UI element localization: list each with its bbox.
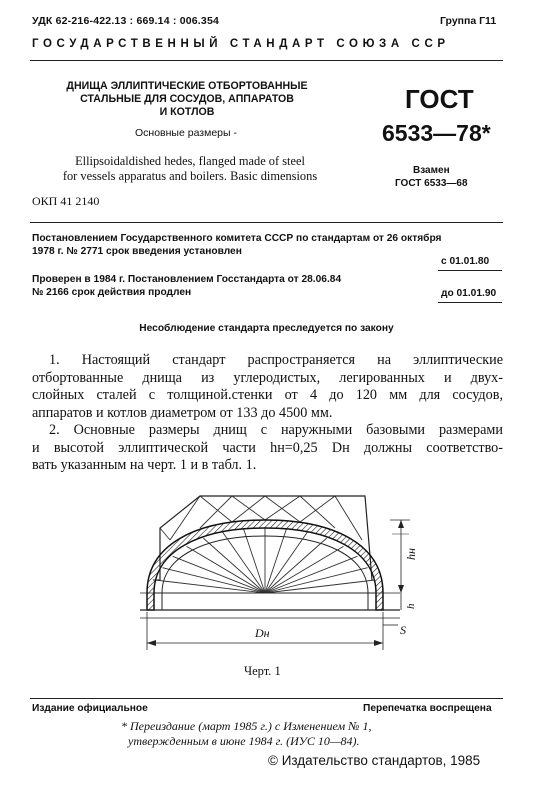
paragraph-line: аппаратов и котлов диаметром от 133 до 4500 мм. [32, 404, 333, 421]
footer-rule [30, 698, 503, 699]
publisher-copyright: © Издательство стандартов, 1985 [268, 753, 481, 768]
english-title-line: Ellipsoidaldished hedes, flanged made of steel [75, 154, 305, 168]
label-h-n: hн [404, 548, 418, 560]
udk-code: УДК 62-216-422.13 : 669.14 : 006.354 [32, 15, 220, 27]
replaces-label: Взамен [413, 165, 450, 176]
paragraph-line: вать указанным на черт. 1 и в табл. 1. [32, 457, 257, 474]
group-code: Группа Г11 [440, 15, 497, 27]
state-standard-heading: ГОСУДАРСТВЕННЫЙ СТАНДАРТ СОЮЗА ССР [32, 38, 450, 50]
title-line: СТАЛЬНЫЕ ДЛЯ СОСУДОВ, АППАРАТОВ [80, 93, 294, 106]
paragraph-line: отбортованные днища из углеродистых, легированных и двух- [32, 369, 503, 386]
replaces-standard: ГОСТ 6533—68 [395, 178, 468, 189]
paragraph-line: 1. Настоящий стандарт распространяется на эллиптические [49, 352, 503, 368]
decree-line-1: Постановлением Государственного комитета СССР по стандартам от 26 октября [32, 233, 442, 244]
truss-line [187, 546, 265, 593]
truss-line [200, 496, 232, 522]
decree-line-3: Проверен в 1984 г. Постановлением Госстандарта от 28.06.84 [32, 274, 342, 285]
date-extended: до 01.01.90 [441, 288, 497, 299]
title-line: И КОТЛОВ [159, 106, 215, 119]
paragraph-line: и высотой эллиптической части hн=0,25 Dн должны соответство- [32, 439, 503, 456]
title-line: ДНИЩА ЭЛЛИПТИЧЕСКИЕ ОТБОРТОВАННЫЕ [66, 80, 308, 92]
english-title-line: for vessels apparatus and boilers. Basic dimensions [62, 169, 318, 183]
law-notice: Несоблюдение стандарта преследуется по закону [139, 323, 394, 334]
gost-number: 6533—78* [382, 120, 491, 146]
truss-line [160, 528, 170, 540]
document-subtitle: Основные размеры - [135, 127, 237, 139]
okp-code: ОКП 41 2140 [32, 194, 100, 208]
label-d-n: Dн [255, 626, 270, 640]
label-s: S [400, 623, 406, 637]
truss-line [300, 496, 335, 522]
truss-line [265, 546, 343, 593]
date-introduced: с 01.01.80 [441, 256, 490, 267]
paragraph-line: 2. Основные размеры днищ с наружными базовыми размерами [49, 422, 503, 438]
reissue-note-2: утвержденным в июне 1984 г. (ИУС 10—84). [128, 734, 360, 748]
decree-line-2: 1978 г. № 2771 срок введения установлен [32, 246, 242, 257]
edition-label: Издание официальное [32, 703, 148, 714]
gost-label: ГОСТ [405, 84, 474, 114]
paragraph-line: слойных сталей с толщиной.стенки от 4 до 120 мм для сосудов, [32, 387, 503, 404]
label-h: h [405, 603, 417, 609]
reprint-notice: Перепечатка воспрещена [363, 703, 492, 714]
reissue-note-1: * Переиздание (март 1985 г.) с Изменением № 1, [121, 719, 372, 733]
decree-line-4: № 2166 срок действия продлен [32, 287, 192, 298]
truss-lines [154, 496, 376, 593]
drawing-caption: Черт. 1 [244, 664, 281, 678]
